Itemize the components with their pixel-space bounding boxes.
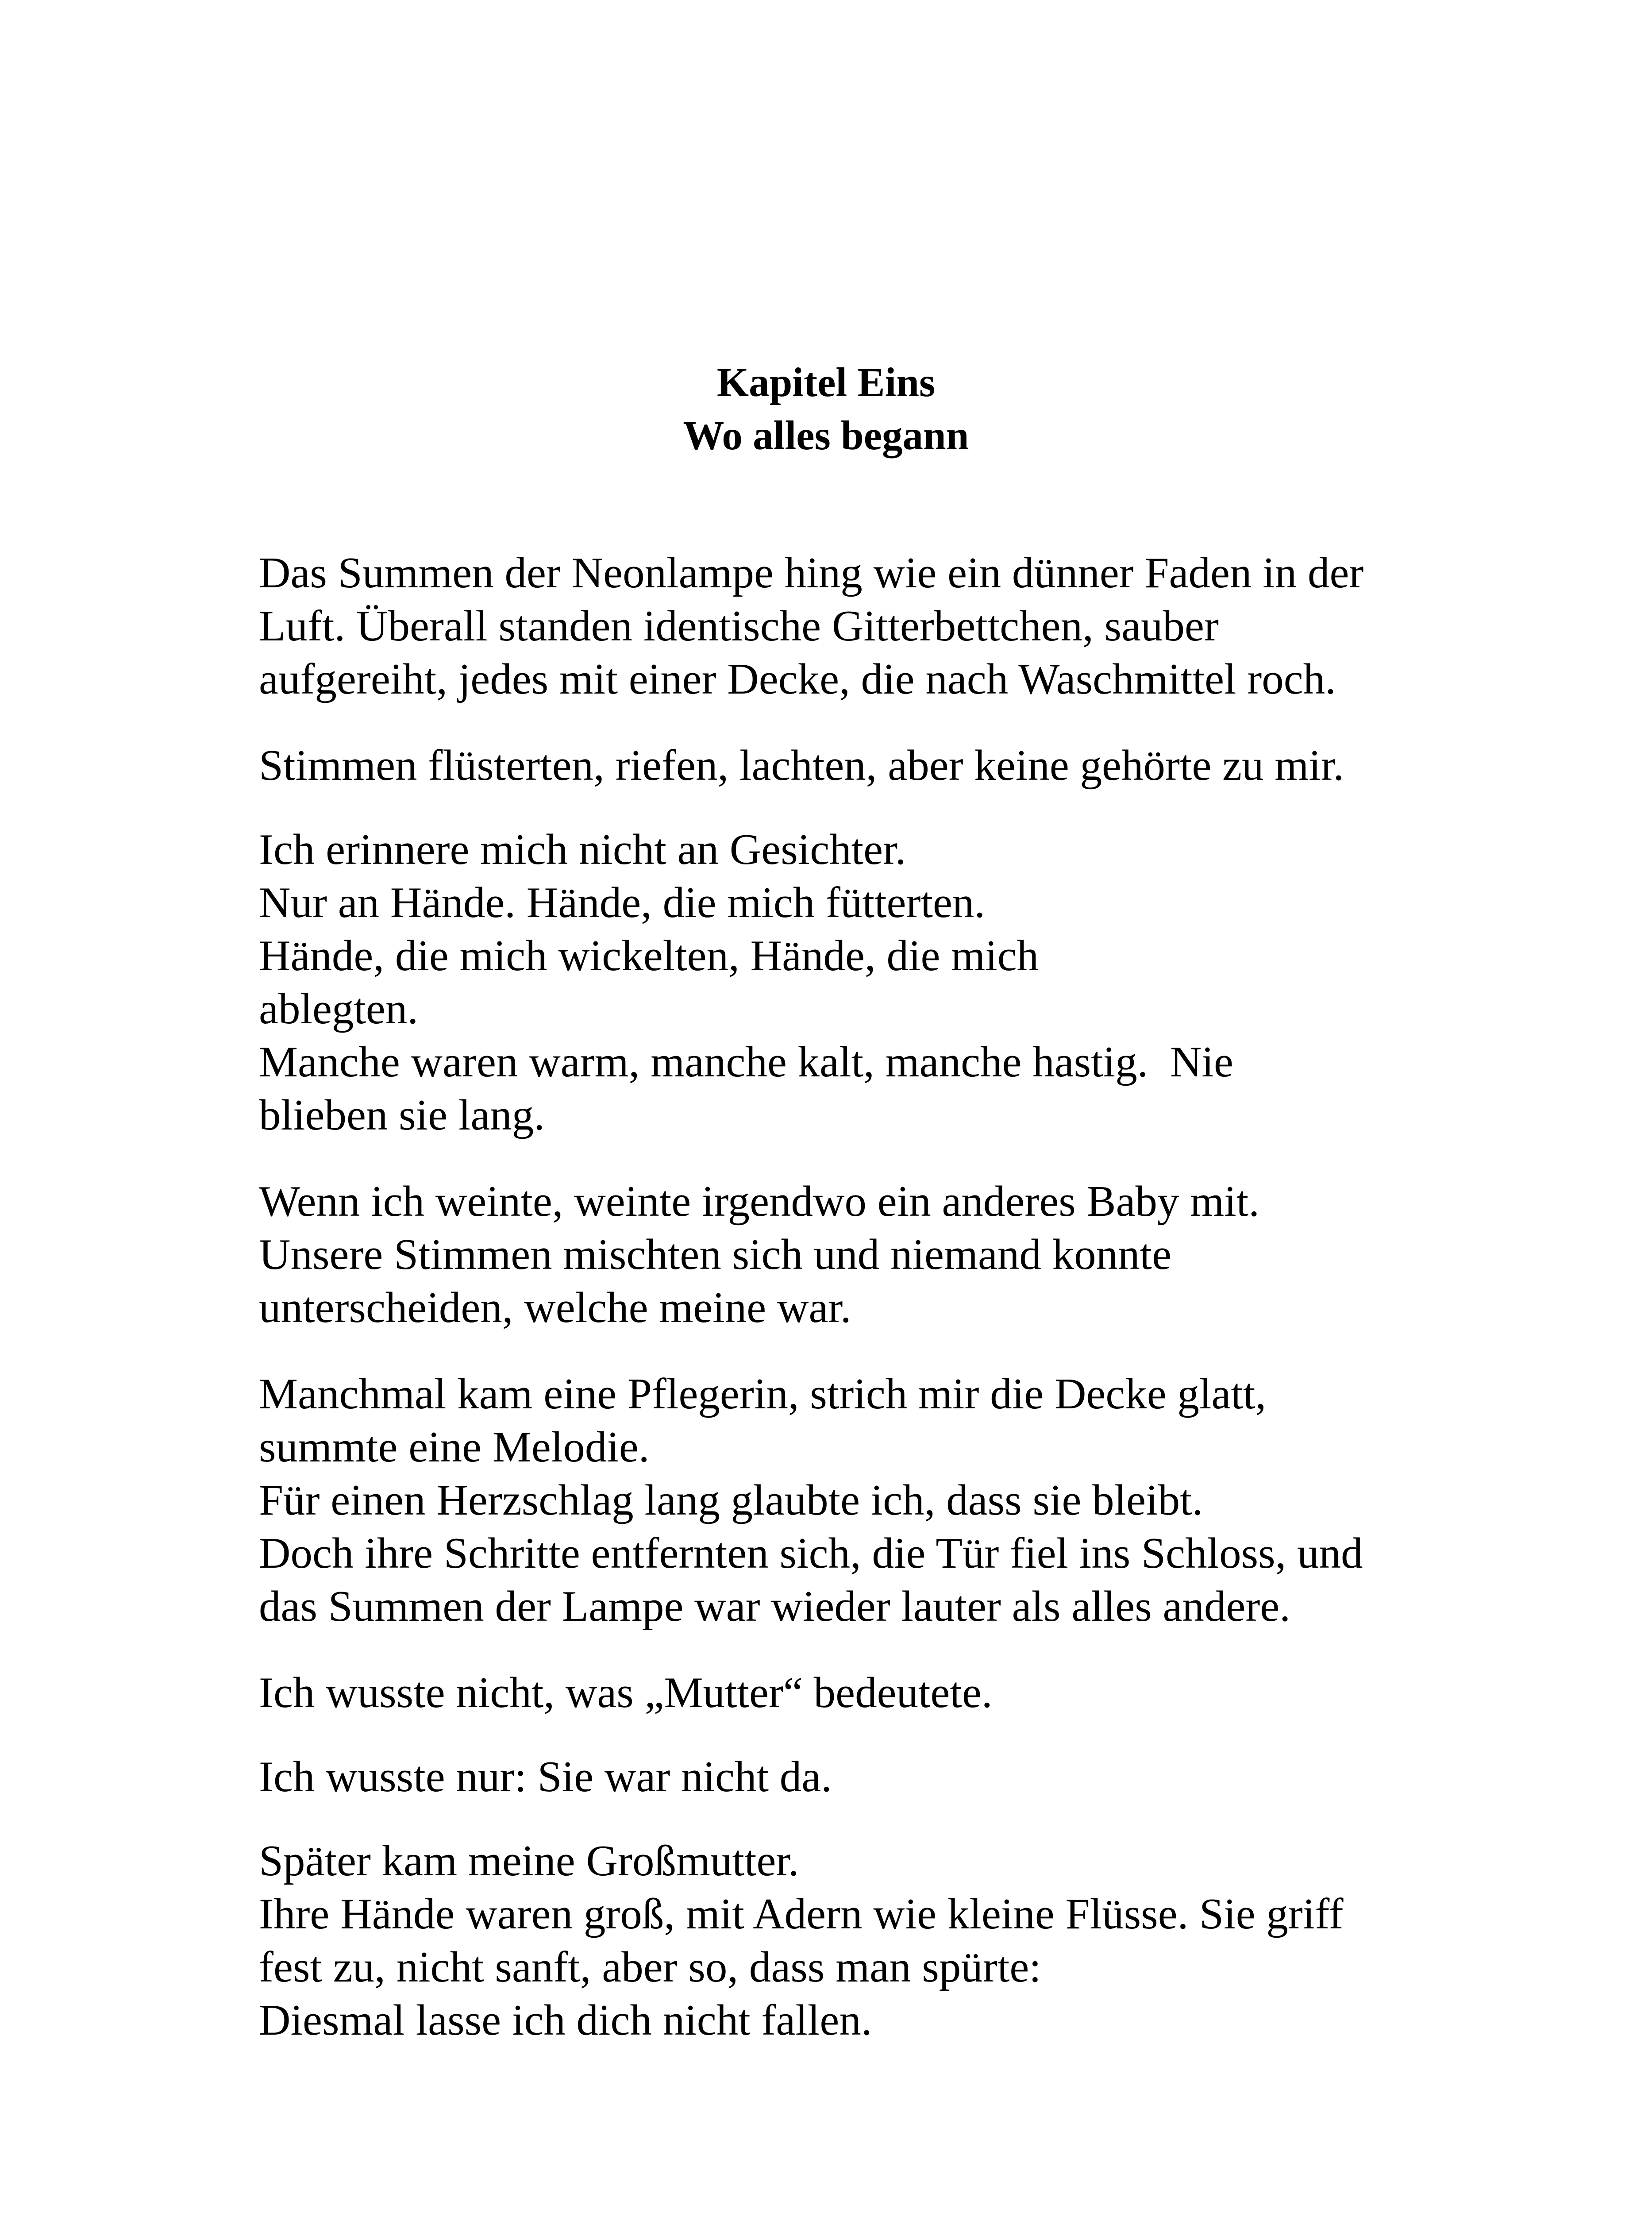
text-line: das Summen der Lampe war wieder lauter als alles andere. [259,1582,1291,1631]
text-line: Unsere Stimmen mischten sich und niemand konnte [259,1230,1172,1279]
text-line: Hände, die mich wickelten, Hände, die mich [259,932,1039,980]
chapter-subtitle: Wo alles begann [683,413,969,459]
text-line: Manche waren warm, manche kalt, manche hastig. Nie [259,1038,1233,1086]
text-line: Ihre Hände waren groß, mit Adern wie kleine Flüsse. Sie griff [259,1890,1344,1938]
text-line: Manchmal kam eine Pflegerin, strich mir die Decke glatt, [259,1370,1267,1418]
text-line: Luft. Überall standen identische Gitterbettchen, sauber [259,602,1219,650]
text-line: Stimmen flüsterten, riefen, lachten, aber keine gehörte zu mir. [259,741,1344,790]
text-line: Ich erinnere mich nicht an Gesichter. [259,825,906,874]
text-line: blieben sie lang. [259,1091,545,1139]
text-line: Wenn ich weinte, weinte irgendwo ein anderes Baby mit. [259,1177,1260,1226]
chapter-number: Kapitel Eins [716,360,936,405]
text-line: fest zu, nicht sanft, aber so, dass man spürte: [259,1943,1041,1991]
text-line: summte eine Melodie. [259,1423,650,1471]
text-line: Ich wusste nur: Sie war nicht da. [259,1753,832,1801]
text-line: Für einen Herzschlag lang glaubte ich, dass sie bleibt. [259,1476,1203,1524]
text-line: ablegten. [259,985,419,1033]
text-line: Das Summen der Neonlampe hing wie ein dünner Faden in der [259,549,1364,597]
text-line: Nur an Hände. Hände, die mich fütterten. [259,879,986,927]
text-line: Ich wusste nicht, was „Mutter“ bedeutete. [259,1669,993,1717]
text-line: Doch ihre Schritte entfernten sich, die Tür fiel ins Schloss, und [259,1529,1363,1577]
text-line: aufgereiht, jedes mit einer Decke, die nach Waschmittel roch. [259,655,1336,703]
text-line: unterscheiden, welche meine war. [259,1284,851,1332]
text-line: Später kam meine Großmutter. [259,1837,799,1885]
text-line: Diesmal lasse ich dich nicht fallen. [259,1996,872,2044]
